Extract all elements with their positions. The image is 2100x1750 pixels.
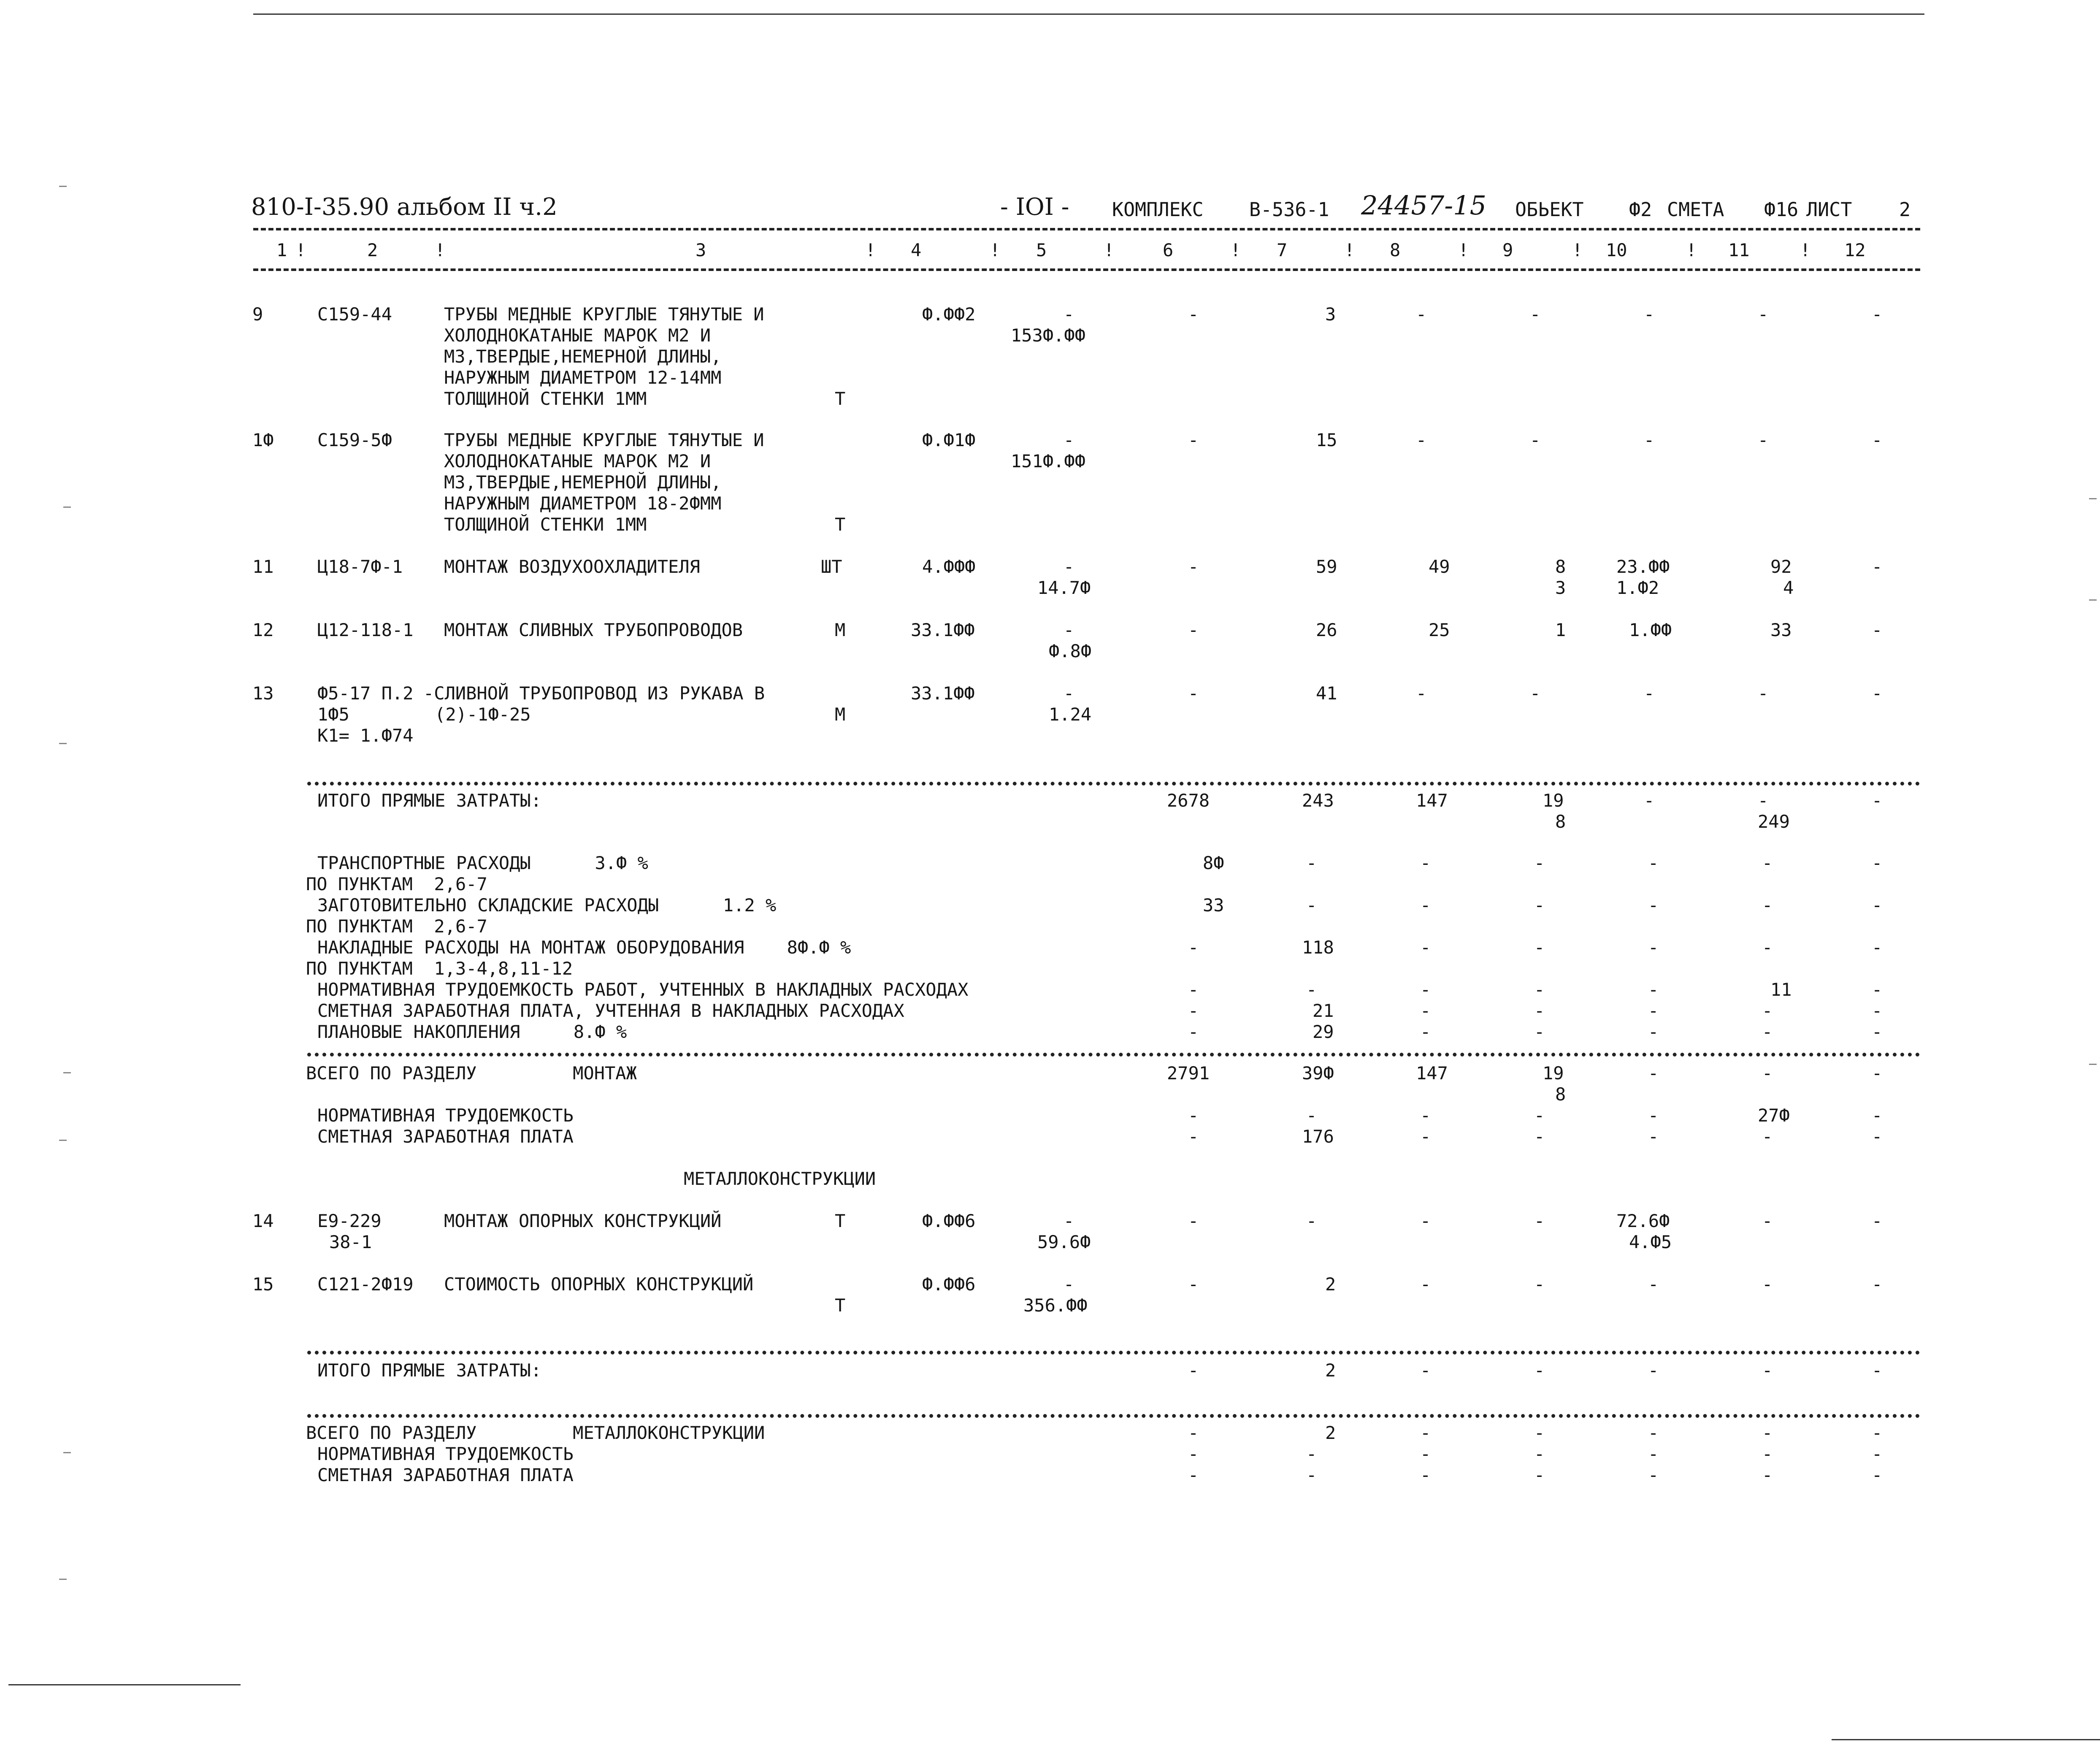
cell-col-6: 33 <box>1203 895 1224 916</box>
cell-col-6: - <box>1188 1021 1199 1042</box>
cell-col-6: - <box>1188 1274 1199 1295</box>
scan-speck <box>63 1452 71 1453</box>
cell-col-7: 41 <box>1316 683 1337 704</box>
bottom-border-line-right <box>1832 1739 2100 1740</box>
row-price-top: - <box>1064 1211 1074 1231</box>
cell-col-12: - <box>1872 1422 1883 1443</box>
cell-col-7: 118 <box>1302 937 1334 958</box>
cell-col-8: - <box>1416 430 1427 450</box>
cell-col-6: - <box>1188 1000 1199 1021</box>
cell-col-9: 19 <box>1543 1063 1564 1084</box>
scan-speck <box>2089 599 2097 601</box>
column-header-4: 4 <box>911 240 922 260</box>
cell-col-6: - <box>1188 1126 1199 1147</box>
cell-col-12: - <box>1872 1360 1883 1381</box>
cell-col-11: - <box>1762 1274 1773 1295</box>
row-code-secondary: 38-1 <box>329 1232 372 1252</box>
cell-col-7: 2 <box>1325 1360 1336 1381</box>
row-description-line: К1= 1.Ф74 <box>317 725 414 746</box>
cell-col-12: - <box>1872 1274 1883 1295</box>
cell-col-7: 59 <box>1316 556 1337 577</box>
cell-col-9: - <box>1534 937 1545 958</box>
row-price: 153Ф.ФФ <box>1011 325 1086 346</box>
row-description-line: ТОЛЩИНОЙ СТЕНКИ 1ММ <box>444 514 647 535</box>
row-description-line: МОНТАЖ СЛИВНЫХ ТРУБОПРОВОДОВ <box>444 620 743 640</box>
cell-col-11: - <box>1758 683 1769 704</box>
cell-col-11: 92 <box>1770 556 1792 577</box>
cell-col-7: 21 <box>1312 1000 1334 1021</box>
cell-col-7: 3 <box>1325 304 1336 325</box>
cell-col-8: - <box>1420 1465 1431 1485</box>
row-description-line: ТРУБЫ МЕДНЫЕ КРУГЛЫЕ ТЯНУТЫЕ И <box>444 430 764 450</box>
cell-col-10: - <box>1644 683 1655 704</box>
cell-col-12: - <box>1872 1063 1883 1084</box>
row-description-line: -СЛИВНОЙ ТРУБОПРОВОД ИЗ РУКАВА В <box>423 683 765 704</box>
cell-col-12: - <box>1872 979 1883 1000</box>
estimate-number: Ф16 <box>1764 198 1799 221</box>
cell-col-9: - <box>1534 1000 1545 1021</box>
column-separators: ! <box>1572 240 1583 260</box>
cell-col-6: - <box>1188 1444 1199 1464</box>
scan-speck <box>59 1579 67 1580</box>
cell-col-12: - <box>1872 556 1883 577</box>
cell-col-7: - <box>1306 1211 1317 1231</box>
cell-col-11: - <box>1762 853 1773 873</box>
cell-col-12: - <box>1872 790 1883 811</box>
cell-col-9: - <box>1534 1360 1545 1381</box>
cell-col-8: - <box>1420 1021 1431 1042</box>
cell-col-9: - <box>1530 430 1541 450</box>
cell-col-12: - <box>1872 1211 1883 1231</box>
row-quantity: Ф.ФФ2 <box>922 304 976 325</box>
row-price-top: - <box>1064 683 1074 704</box>
row-description-line: МОНТАЖ ОПОРНЫХ КОНСТРУКЦИЙ <box>444 1211 722 1231</box>
row-number: 15 <box>252 1274 274 1295</box>
cell-col-7: - <box>1306 1465 1317 1485</box>
column-separators: ! <box>1344 240 1355 260</box>
cell-col-8: 25 <box>1429 620 1450 640</box>
header-rule-top <box>253 228 1920 230</box>
section-sub-line: НОРМАТИВНАЯ ТРУДОЕМКОСТЬ <box>317 1105 574 1126</box>
cell-col-9: - <box>1530 683 1541 704</box>
row-description-line: ТОЛЩИНОЙ СТЕНКИ 1ММ <box>444 388 647 409</box>
section-sub-line: НОРМАТИВНАЯ ТРУДОЕМКОСТЬ <box>317 1444 574 1464</box>
scan-speck <box>59 743 67 744</box>
column-separators: ! <box>295 240 306 260</box>
cell-col-11: - <box>1762 1063 1773 1084</box>
cell-col-6: - <box>1188 937 1199 958</box>
cell-col-8: 147 <box>1416 790 1448 811</box>
cell-col-11-second: 249 <box>1758 811 1790 832</box>
cell-col-12: - <box>1872 853 1883 873</box>
row-description-line: НАРУЖНЫМ ДИАМЕТРОМ 18-2ФММ <box>444 493 722 514</box>
cell-col-7: - <box>1306 1105 1317 1126</box>
row-code: С159-5Ф <box>317 430 392 450</box>
scan-speck <box>59 1140 67 1141</box>
overhead-line: ПЛАНОВЫЕ НАКОПЛЕНИЯ 8.Ф % <box>317 1021 627 1042</box>
cell-col-6: - <box>1188 1211 1199 1231</box>
row-description-line: МОНТАЖ ВОЗДУХООХЛАДИТЕЛЯ <box>444 556 700 577</box>
cell-col-12: - <box>1872 1444 1883 1464</box>
scan-speck <box>2089 1064 2097 1065</box>
row-price-top: - <box>1064 430 1074 450</box>
cell-col-9: 1 <box>1555 620 1566 640</box>
row-unit: Т <box>835 514 846 535</box>
row-description-line: НАРУЖНЫМ ДИАМЕТРОМ 12-14ММ <box>444 367 722 388</box>
cell-col-6: - <box>1188 430 1199 450</box>
scan-speck <box>2089 498 2097 499</box>
cell-col-11: - <box>1758 430 1769 450</box>
row-quantity: 33.1ФФ <box>911 683 975 704</box>
cell-col-9: - <box>1534 1465 1545 1485</box>
top-border-line <box>253 14 1924 15</box>
cell-col-10: - <box>1648 979 1659 1000</box>
cell-col-10: - <box>1644 790 1655 811</box>
row-number: 11 <box>252 556 274 577</box>
row-number: 14 <box>252 1211 274 1231</box>
bottom-border-line-left <box>8 1684 241 1685</box>
cell-col-7: 176 <box>1302 1126 1334 1147</box>
cell-col-12: - <box>1872 430 1883 450</box>
cell-col-9-second: 3 <box>1555 577 1566 598</box>
cell-col-11: - <box>1762 1422 1773 1443</box>
cell-col-7: - <box>1306 979 1317 1000</box>
row-description-line: 1Ф5 (2)-1Ф-25 <box>317 704 531 725</box>
row-unit: М <box>835 620 846 640</box>
cell-col-7: - <box>1306 853 1317 873</box>
row-description-line: ХОЛОДНОКАТАНЫЕ МАРОК М2 И <box>444 325 711 346</box>
complex-label: КОМПЛЕКС <box>1112 198 1204 221</box>
row-code: Е9-229 <box>317 1211 382 1231</box>
overhead-line: ТРАНСПОРТНЫЕ РАСХОДЫ 3.Ф % <box>317 853 648 873</box>
dotted-separator <box>307 782 1920 786</box>
cell-col-6: - <box>1188 683 1199 704</box>
cell-col-9: - <box>1534 1105 1545 1126</box>
cell-col-8: - <box>1420 1422 1431 1443</box>
complex-code: В-536-1 <box>1249 198 1329 221</box>
cell-col-9: - <box>1534 1211 1545 1231</box>
cell-col-8: - <box>1420 1211 1431 1231</box>
direct-costs-total-label: ИТОГО ПРЯМЫЕ ЗАТРАТЫ: <box>317 1360 542 1381</box>
column-header-9: 9 <box>1502 240 1513 260</box>
cell-col-7: 2 <box>1325 1422 1336 1443</box>
column-separators: ! <box>1230 240 1241 260</box>
scan-speck <box>63 507 71 508</box>
cell-col-12: - <box>1872 1126 1883 1147</box>
column-separators: ! <box>1458 240 1469 260</box>
row-number: 12 <box>252 620 274 640</box>
object-number: Ф2 <box>1629 198 1652 221</box>
cell-col-8: - <box>1420 1444 1431 1464</box>
cell-col-7: 2 <box>1325 1274 1336 1295</box>
row-price: 14.7Ф <box>1037 577 1091 598</box>
cell-col-10: - <box>1644 430 1655 450</box>
row-description-line: М3,ТВЕРДЫЕ,НЕМЕРНОЙ ДЛИНЫ, <box>444 346 722 367</box>
cell-col-12: - <box>1872 1021 1883 1042</box>
row-unit: ШТ <box>821 556 842 577</box>
direct-costs-total-label: ИТОГО ПРЯМЫЕ ЗАТРАТЫ: <box>317 790 542 811</box>
row-code: С121-2Ф19 <box>317 1274 414 1295</box>
cell-col-10: - <box>1648 1105 1659 1126</box>
overhead-line: НОРМАТИВНАЯ ТРУДОЕМКОСТЬ РАБОТ, УЧТЕННЫХ В НАКЛАДНЫХ РАСХОДАХ <box>317 979 969 1000</box>
overhead-line: ЗАГОТОВИТЕЛЬНО СКЛАДСКИЕ РАСХОДЫ 1.2 % <box>317 895 777 916</box>
row-quantity: 4.ФФФ <box>922 556 976 577</box>
row-quantity: Ф.Ф1Ф <box>922 430 976 450</box>
overhead-line: ПО ПУНКТАМ 1,3-4,8,11-12 <box>306 958 573 979</box>
cell-col-11: 11 <box>1770 979 1792 1000</box>
dotted-separator <box>307 1351 1920 1354</box>
cell-col-10: - <box>1648 1126 1659 1147</box>
cell-col-8: - <box>1420 1360 1431 1381</box>
cell-col-8: 49 <box>1429 556 1450 577</box>
row-price: Ф.8Ф <box>1049 641 1092 661</box>
cell-col-8: - <box>1416 304 1427 325</box>
column-header-5: 5 <box>1036 240 1047 260</box>
cell-col-11: 27Ф <box>1758 1105 1790 1126</box>
cell-col-11: 33 <box>1770 620 1792 640</box>
section-sub-line: СМЕТНАЯ ЗАРАБОТНАЯ ПЛАТА <box>317 1465 574 1485</box>
cell-col-9: - <box>1534 1274 1545 1295</box>
dotted-separator <box>307 1053 1920 1057</box>
cell-col-10: - <box>1644 304 1655 325</box>
cell-col-10: - <box>1648 937 1659 958</box>
column-header-8: 8 <box>1390 240 1401 260</box>
column-header-1: 1 <box>276 240 287 260</box>
row-price-top: - <box>1064 620 1074 640</box>
scan-speck <box>59 186 67 187</box>
sheet-number: 2 <box>1899 198 1911 221</box>
column-separators: ! <box>1104 240 1115 260</box>
row-description-line: М3,ТВЕРДЫЕ,НЕМЕРНОЙ ДЛИНЫ, <box>444 472 722 493</box>
column-separators: ! <box>1686 240 1697 260</box>
cell-col-10: - <box>1648 1360 1659 1381</box>
cell-col-9-second: 8 <box>1555 811 1566 832</box>
cell-col-8: 147 <box>1416 1063 1448 1084</box>
cell-col-6: 2678 <box>1167 790 1210 811</box>
cell-col-11: - <box>1758 790 1769 811</box>
section-total-label: ВСЕГО ПО РАЗДЕЛУ МЕТАЛЛОКОНСТРУКЦИИ <box>306 1422 765 1443</box>
row-number: 1Ф <box>252 430 274 450</box>
cell-col-11: - <box>1762 1211 1773 1231</box>
cell-col-10: - <box>1648 895 1659 916</box>
row-description-line: ТРУБЫ МЕДНЫЕ КРУГЛЫЕ ТЯНУТЫЕ И <box>444 304 764 325</box>
cell-col-11: - <box>1762 937 1773 958</box>
overhead-line: НАКЛАДНЫЕ РАСХОДЫ НА МОНТАЖ ОБОРУДОВАНИЯ 8Ф.Ф % <box>317 937 851 958</box>
cell-col-6: - <box>1188 1105 1199 1126</box>
cell-col-8: - <box>1420 1126 1431 1147</box>
cell-col-7: 15 <box>1316 430 1337 450</box>
cell-col-8: - <box>1420 895 1431 916</box>
cell-col-9: - <box>1534 1021 1545 1042</box>
row-code: Ц12-118-1 <box>317 620 414 640</box>
cell-col-10-second: 4.Ф5 <box>1629 1232 1672 1252</box>
row-price-top: - <box>1064 1274 1074 1295</box>
column-header-10: 10 <box>1606 240 1627 260</box>
cell-col-6: 2791 <box>1167 1063 1210 1084</box>
cell-col-6: - <box>1188 1422 1199 1443</box>
row-quantity: Ф.ФФ6 <box>922 1274 976 1295</box>
cell-col-12: - <box>1872 304 1883 325</box>
overhead-line: ПО ПУНКТАМ 2,6-7 <box>306 916 487 937</box>
cell-col-7: 29 <box>1312 1021 1334 1042</box>
cell-col-11: - <box>1762 1126 1773 1147</box>
cell-col-11: - <box>1762 1444 1773 1464</box>
cell-col-12: - <box>1872 620 1883 640</box>
cell-col-6: - <box>1188 1465 1199 1485</box>
cell-col-10: - <box>1648 1274 1659 1295</box>
cell-col-9: - <box>1534 895 1545 916</box>
cell-col-6: - <box>1188 620 1199 640</box>
column-header-12: 12 <box>1844 240 1866 260</box>
cell-col-9: - <box>1534 1126 1545 1147</box>
estimate-label: СМЕТА <box>1667 198 1724 221</box>
scan-speck <box>63 1072 71 1073</box>
cell-col-10: - <box>1648 1465 1659 1485</box>
cell-col-11: - <box>1762 1360 1773 1381</box>
row-price: 59.6Ф <box>1037 1232 1091 1252</box>
handwritten-stamp: 24457-15 <box>1361 190 1487 221</box>
cell-col-8: - <box>1420 1274 1431 1295</box>
section-sub-line: СМЕТНАЯ ЗАРАБОТНАЯ ПЛАТА <box>317 1126 574 1147</box>
column-header-7: 7 <box>1277 240 1288 260</box>
object-label: ОБЬЕКТ <box>1515 198 1584 221</box>
cell-col-9: 19 <box>1543 790 1564 811</box>
column-separators: ! <box>990 240 1001 260</box>
row-number: 13 <box>252 683 274 704</box>
cell-col-10: 1.ФФ <box>1629 620 1672 640</box>
overhead-line: СМЕТНАЯ ЗАРАБОТНАЯ ПЛАТА, УЧТЕННАЯ В НАКЛАДНЫХ РАСХОДАХ <box>317 1000 904 1021</box>
cell-col-6: - <box>1188 556 1199 577</box>
cell-col-8: - <box>1420 1105 1431 1126</box>
row-description-line: СТОИМОСТЬ ОПОРНЫХ КОНСТРУКЦИЙ <box>444 1274 754 1295</box>
column-header-3: 3 <box>695 240 706 260</box>
page-number: - IOI - <box>1000 193 1069 221</box>
cell-col-11: - <box>1762 1021 1773 1042</box>
cell-col-12: - <box>1872 683 1883 704</box>
cell-col-10: - <box>1648 1000 1659 1021</box>
cell-col-10: - <box>1648 1063 1659 1084</box>
cell-col-9: - <box>1534 979 1545 1000</box>
row-unit: М <box>835 704 846 725</box>
cell-col-12: - <box>1872 937 1883 958</box>
row-description-line: ХОЛОДНОКАТАНЫЕ МАРОК М2 И <box>444 451 711 471</box>
overhead-line: ПО ПУНКТАМ 2,6-7 <box>306 874 487 894</box>
cell-col-9-second: 8 <box>1555 1084 1566 1105</box>
cell-col-7: - <box>1306 895 1317 916</box>
cell-col-10-second: 1.Ф2 <box>1616 577 1659 598</box>
section-heading: МЕТАЛЛОКОНСТРУКЦИИ <box>684 1168 876 1189</box>
row-unit: Т <box>835 1211 846 1231</box>
cell-col-12: - <box>1872 1465 1883 1485</box>
cell-col-10: 72.6Ф <box>1616 1211 1670 1231</box>
cell-col-9: - <box>1530 304 1541 325</box>
row-number: 9 <box>252 304 263 325</box>
column-separators: ! <box>1800 240 1811 260</box>
cell-col-7: - <box>1306 1444 1317 1464</box>
row-code: С159-44 <box>317 304 392 325</box>
row-code: Ф5-17 П.2 <box>317 683 414 704</box>
section-total-label: ВСЕГО ПО РАЗДЕЛУ МОНТАЖ <box>306 1063 637 1084</box>
cell-col-9: - <box>1534 1444 1545 1464</box>
cell-col-10: 23.ФФ <box>1616 556 1670 577</box>
cell-col-11: - <box>1762 895 1773 916</box>
cell-col-10: - <box>1648 1021 1659 1042</box>
header-rule-bottom <box>253 268 1920 271</box>
row-code: Ц18-7Ф-1 <box>317 556 403 577</box>
cell-col-10: - <box>1648 1422 1659 1443</box>
cell-col-12: - <box>1872 1105 1883 1126</box>
cell-col-12: - <box>1872 1000 1883 1021</box>
cell-col-6: - <box>1188 1360 1199 1381</box>
cell-col-7: 243 <box>1302 790 1334 811</box>
row-quantity: 33.1ФФ <box>911 620 975 640</box>
cell-col-11: - <box>1762 1465 1773 1485</box>
cell-col-8: - <box>1420 937 1431 958</box>
album-label: 810-I-35.90 альбом II ч.2 <box>251 193 557 221</box>
dotted-separator <box>307 1414 1920 1418</box>
row-price: 151Ф.ФФ <box>1011 451 1086 471</box>
row-unit: Т <box>835 1295 846 1316</box>
cell-col-11: - <box>1762 1000 1773 1021</box>
row-price: 356.ФФ <box>1023 1295 1088 1316</box>
cell-col-6: - <box>1188 979 1199 1000</box>
sheet-label: ЛИСТ <box>1806 198 1852 221</box>
cell-col-9: 8 <box>1555 556 1566 577</box>
cell-col-10: - <box>1648 853 1659 873</box>
cell-col-9: - <box>1534 1422 1545 1443</box>
row-unit: Т <box>835 388 846 409</box>
row-quantity: Ф.ФФ6 <box>922 1211 976 1231</box>
cell-col-6: 8Ф <box>1203 853 1224 873</box>
cell-col-10: - <box>1648 1444 1659 1464</box>
cell-col-12: - <box>1872 895 1883 916</box>
cell-col-8: - <box>1420 979 1431 1000</box>
cell-col-7: 26 <box>1316 620 1337 640</box>
cell-col-8: - <box>1420 1000 1431 1021</box>
column-header-2: 2 <box>367 240 378 260</box>
cell-col-11: - <box>1758 304 1769 325</box>
cell-col-7: 39Ф <box>1302 1063 1334 1084</box>
cell-col-6: - <box>1188 304 1199 325</box>
row-price-top: - <box>1064 556 1074 577</box>
column-header-6: 6 <box>1163 240 1174 260</box>
cell-col-8: - <box>1420 853 1431 873</box>
cell-col-11-second: 4 <box>1783 577 1794 598</box>
cell-col-9: - <box>1534 853 1545 873</box>
row-price-top: - <box>1064 304 1074 325</box>
column-header-11: 11 <box>1728 240 1750 260</box>
column-separators: ! <box>865 240 876 260</box>
cell-col-8: - <box>1416 683 1427 704</box>
column-separators: ! <box>435 240 446 260</box>
row-price: 1.24 <box>1049 704 1092 725</box>
